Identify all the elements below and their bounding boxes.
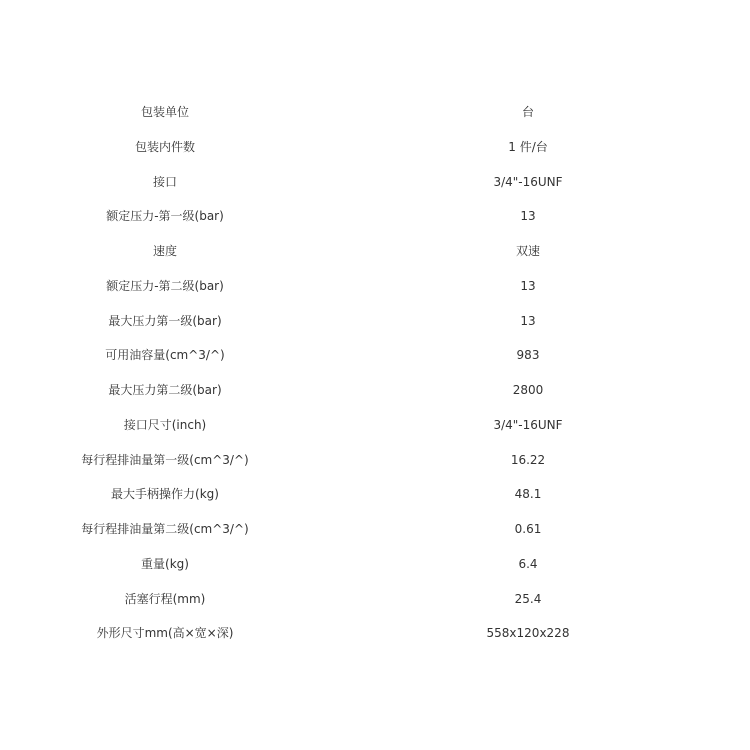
spec-label: 最大压力第一级(bar) xyxy=(108,313,222,328)
spec-label: 每行程排油量第一级(cm^3/^) xyxy=(81,452,249,467)
spec-row xyxy=(0,130,750,165)
spec-row xyxy=(0,165,750,200)
spec-label: 最大压力第二级(bar) xyxy=(108,383,222,397)
spec-row xyxy=(0,443,750,478)
spec-row xyxy=(0,616,750,651)
spec-value: 3/4"-16UNF xyxy=(493,417,563,432)
spec-value: 1 件/台 xyxy=(508,139,548,154)
spec-value: 983 xyxy=(516,348,540,363)
spec-row xyxy=(0,477,750,512)
spec-value: 双速 xyxy=(515,244,540,258)
spec-row xyxy=(0,338,750,373)
spec-row xyxy=(0,408,750,443)
spec-value: 台 xyxy=(521,105,534,119)
spec-label: 外形尺寸mm(高×宽×深) xyxy=(96,626,234,641)
spec-label: 速度 xyxy=(152,244,177,258)
spec-row xyxy=(0,373,750,408)
spec-label: 包装单位 xyxy=(140,105,189,119)
spec-row xyxy=(0,234,750,269)
spec-value: 6.4 xyxy=(518,556,538,571)
spec-label: 可用油容量(cm^3/^) xyxy=(105,348,225,363)
spec-value: 0.61 xyxy=(514,522,542,536)
spec-label: 每行程排油量第二级(cm^3/^) xyxy=(81,522,249,536)
spec-value: 48.1 xyxy=(514,487,542,502)
spec-value: 558x120x228 xyxy=(486,626,570,641)
spec-value: 2800 xyxy=(512,383,544,397)
spec-value: 16.22 xyxy=(510,452,546,467)
spec-row xyxy=(0,304,750,339)
spec-label: 接口 xyxy=(152,174,177,189)
spec-row xyxy=(0,547,750,582)
spec-label: 额定压力-第一级(bar) xyxy=(106,209,224,224)
spec-label: 活塞行程(mm) xyxy=(124,591,206,606)
spec-value: 13 xyxy=(520,278,536,293)
spec-row xyxy=(0,582,750,617)
spec-value: 13 xyxy=(520,313,536,328)
spec-row xyxy=(0,512,750,547)
spec-label: 包装内件数 xyxy=(134,139,195,154)
spec-label: 额定压力-第二级(bar) xyxy=(106,278,224,293)
spec-value: 13 xyxy=(520,209,536,224)
spec-value: 3/4"-16UNF xyxy=(493,174,563,189)
spec-value: 25.4 xyxy=(514,591,542,606)
spec-table xyxy=(0,95,750,651)
spec-row xyxy=(0,269,750,304)
spec-label: 接口尺寸(inch) xyxy=(123,417,207,432)
spec-label: 最大手柄操作力(kg) xyxy=(111,487,219,502)
spec-label: 重量(kg) xyxy=(141,556,189,571)
spec-row xyxy=(0,95,750,130)
spec-row xyxy=(0,199,750,234)
